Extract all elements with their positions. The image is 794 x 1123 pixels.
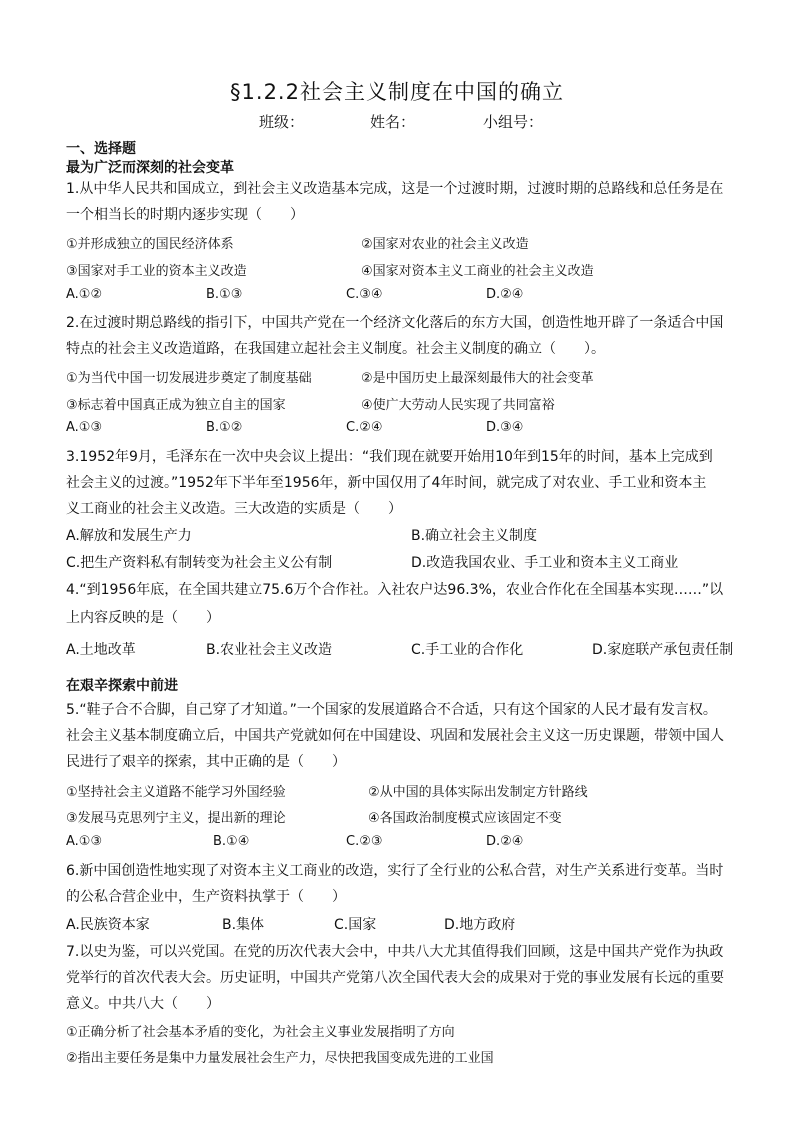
question-7-stem-line: 党举行的首次代表大会。历史证明，中国共产党第八次全国代表大会的成果对于党的事业发展有长远的重要 xyxy=(66,970,724,986)
question-1-item: ④国家对资本主义工商业的社会主义改造 xyxy=(361,264,594,279)
question-2-item: ②是中国历史上最深刻最伟大的社会变革 xyxy=(361,371,594,386)
part-heading-1: 最为广泛而深刻的社会变革 xyxy=(66,160,234,176)
question-4-stem-line: 上内容反映的是（ ） xyxy=(66,610,220,626)
question-2-item: ④使广大劳动人民实现了共同富裕 xyxy=(361,398,555,413)
question-7-stem-line: 7.以史为鉴，可以兴党国。在党的历次代表大会中，中共八大尤其值得我们回顾，这是中国共产党作为执政 xyxy=(66,944,724,960)
question-5-option-b[interactable]: B.①④ xyxy=(213,834,250,849)
question-2-stem-line: 特点的社会主义改造道路，在我国建立起社会主义制度。社会主义制度的确立（ ）。 xyxy=(66,341,605,357)
question-1-item: ③国家对手工业的资本主义改造 xyxy=(66,264,247,279)
question-1-item: ①并形成独立的国民经济体系 xyxy=(66,237,234,252)
question-3-option-c[interactable]: C.把生产资料私有制转变为社会主义公有制 xyxy=(66,555,333,571)
question-5-stem-line: 民进行了艰辛的探索，其中正确的是（ ） xyxy=(66,754,346,770)
question-6-option-a[interactable]: A.民族资本家 xyxy=(66,917,150,933)
question-7-item: ②指出主要任务是集中力量发展社会生产力，尽快把我国变成先进的工业国 xyxy=(66,1051,494,1066)
question-1-option-a[interactable]: A.①② xyxy=(66,287,103,302)
question-1-stem-line: 1.从中华人民共和国成立，到社会主义改造基本完成，这是一个过渡时期，过渡时期的总路线和总任务是在 xyxy=(66,181,724,197)
question-5-option-d[interactable]: D.②④ xyxy=(486,834,524,849)
name-label: 姓名： xyxy=(370,113,416,131)
question-4-option-c[interactable]: C.手工业的合作化 xyxy=(411,642,524,658)
question-6-option-b[interactable]: B.集体 xyxy=(222,917,265,933)
question-1-item: ②国家对农业的社会主义改造 xyxy=(361,237,529,252)
section-heading: 一、选择题 xyxy=(66,141,136,157)
question-5-item: ①坚持社会主义道路不能学习外国经验 xyxy=(66,785,286,800)
question-2-option-a[interactable]: A.①③ xyxy=(66,420,103,435)
question-3-option-b[interactable]: B.确立社会主义制度 xyxy=(411,528,538,544)
question-4-option-a[interactable]: A.土地改革 xyxy=(66,642,136,658)
question-3-stem-line: 3.1952年9月，毛泽东在一次中央会议上提出：“我们现在就要开始用10年到15年的时间，基本上完成到 xyxy=(66,449,713,465)
question-2-option-d[interactable]: D.③④ xyxy=(486,420,524,435)
question-7-item: ①正确分析了社会基本矛盾的变化，为社会主义事业发展指明了方向 xyxy=(66,1025,455,1040)
question-2-stem-line: 2.在过渡时期总路线的指引下，中国共产党在一个经济文化落后的东方大国，创造性地开辟了一条适合中国 xyxy=(66,315,724,331)
question-4-stem-line: 4.“到1956年底，在全国共建立75.6万个合作社。入社农户达96.3%，农业合作化在全国基本实现……”以 xyxy=(66,582,724,598)
question-1-option-b[interactable]: B.①③ xyxy=(206,287,243,302)
question-5-item: ④各国政治制度模式应该固定不变 xyxy=(368,811,562,826)
question-3-stem-line: 义工商业的社会主义改造。三大改造的实质是（ ） xyxy=(66,501,402,517)
question-7-stem-line: 意义。中共八大（ ） xyxy=(66,996,220,1012)
question-6-option-d[interactable]: D.地方政府 xyxy=(444,917,516,933)
question-5-option-c[interactable]: C.②③ xyxy=(346,834,383,849)
question-3-stem-line: 社会主义的过渡。”1952年下半年至1956年，新中国仅用了4年时间，就完成了对农业、手工业和资本主 xyxy=(66,475,707,491)
class-label: 班级： xyxy=(259,113,305,131)
question-4-option-d[interactable]: D.家庭联产承包责任制 xyxy=(592,642,734,658)
question-5-option-a[interactable]: A.①③ xyxy=(66,834,103,849)
question-2-option-c[interactable]: C.②④ xyxy=(346,420,383,435)
question-6-stem-line: 6.新中国创造性地实现了对资本主义工商业的改造，实行了全行业的公私合营，对生产关系进行变革。当时 xyxy=(66,863,724,879)
question-2-item: ③标志着中国真正成为独立自主的国家 xyxy=(66,398,286,413)
question-5-item: ③发展马克思列宁主义，提出新的理论 xyxy=(66,811,286,826)
question-4-option-b[interactable]: B.农业社会主义改造 xyxy=(206,642,333,658)
question-3-option-d[interactable]: D.改造我国农业、手工业和资本主义工商业 xyxy=(411,555,679,571)
question-5-stem-line: 5.“鞋子合不合脚，自己穿了才知道。”一个国家的发展道路合不合适，只有这个国家的人民才最有发言权。 xyxy=(66,702,717,718)
question-2-item: ①为当代中国一切发展进步奠定了制度基础 xyxy=(66,371,312,386)
page-title: §1.2.2社会主义制度在中国的确立 xyxy=(230,80,564,104)
question-1-stem-line: 一个相当长的时期内逐步实现（ ） xyxy=(66,207,304,223)
question-3-option-a[interactable]: A.解放和发展生产力 xyxy=(66,528,192,544)
question-6-option-c[interactable]: C.国家 xyxy=(334,917,377,933)
question-1-option-c[interactable]: C.③④ xyxy=(346,287,383,302)
question-6-stem-line: 的公私合营企业中，生产资料执掌于（ ） xyxy=(66,889,346,905)
question-2-option-b[interactable]: B.①② xyxy=(206,420,243,435)
question-5-item: ②从中国的具体实际出发制定方针路线 xyxy=(368,785,588,800)
part-heading-2: 在艰辛探索中前进 xyxy=(66,678,178,694)
question-5-stem-line: 社会主义基本制度确立后，中国共产党就如何在中国建设、巩固和发展社会主义这一历史课题，带领中国人 xyxy=(66,728,724,744)
question-1-option-d[interactable]: D.②④ xyxy=(486,287,524,302)
group-label: 小组号： xyxy=(483,113,544,131)
